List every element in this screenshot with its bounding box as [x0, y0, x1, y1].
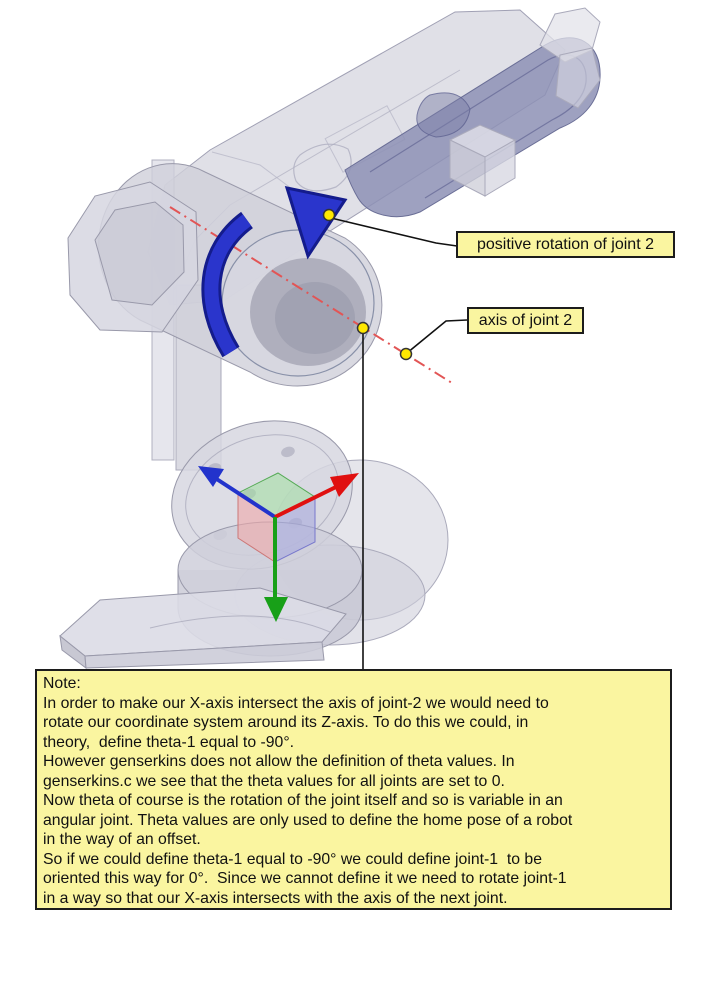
note-line: However genserkins does not allow the definition of theta values. In	[43, 753, 515, 770]
note-line: in the way of an offset.	[43, 831, 201, 848]
note-line: in a way so that our X-axis intersects with the axis of the next joint.	[43, 889, 508, 907]
callout-positive-rotation-label: positive rotation of joint 2	[477, 236, 654, 253]
note-line: Now theta of course is the rotation of the joint itself and so is variable in an	[43, 792, 563, 809]
rotation-marker-dot	[324, 210, 335, 221]
leader-axis-of-joint	[407, 320, 467, 353]
axis-marker-dot	[401, 349, 412, 360]
note-line: angular joint. Theta values are only used to define the home pose of a robot	[43, 811, 573, 829]
note-line: So if we could define theta-1 equal to -90° we could define joint-1 to be	[43, 850, 542, 868]
note-line: rotate our coordinate system around its Z-axis. To do this we could, in	[43, 714, 529, 731]
robot-base	[60, 522, 362, 668]
callout-positive-rotation	[456, 231, 675, 258]
note-line: In order to make our X-axis intersect the axis of joint-2 we would need to	[43, 694, 549, 712]
callout-axis-of-joint-2-label: axis of joint 2	[478, 312, 573, 329]
note-line: genserkins.c we see that the theta values for all joints are set to 0.	[43, 772, 505, 790]
note-title: Note:	[43, 675, 81, 692]
note-line: oriented this way for 0°. Since we cannot define it we need to rotate joint-1	[43, 870, 567, 887]
note-box	[35, 669, 672, 910]
axis-marker-dot	[358, 323, 369, 334]
note-line: theory, define theta-1 equal to -90°.	[43, 733, 295, 751]
callout-axis-of-joint-2	[467, 307, 584, 334]
